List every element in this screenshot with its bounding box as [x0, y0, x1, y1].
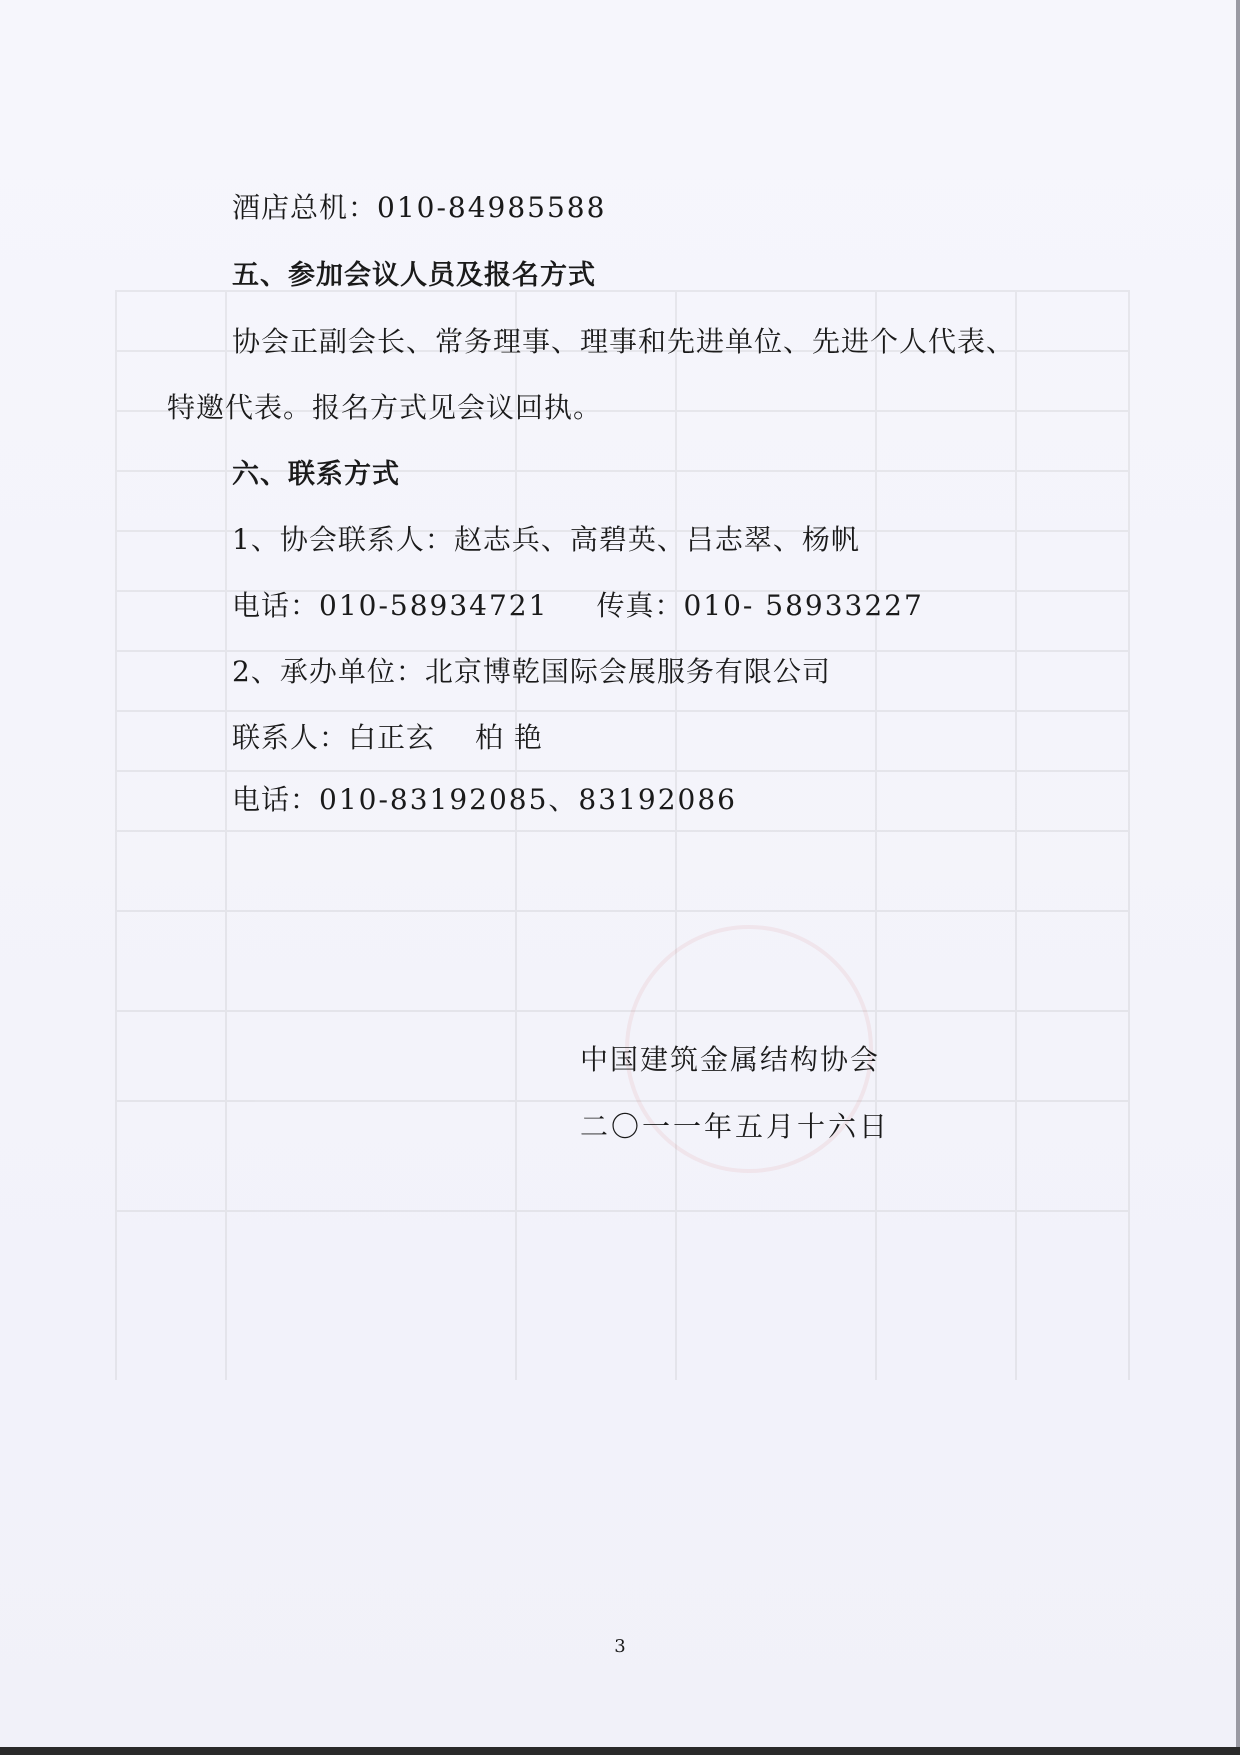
organizer-contact-label: 联系人：	[232, 721, 349, 754]
organizer-phone-label: 电话：	[232, 783, 320, 816]
organizer-phone-line	[232, 778, 737, 818]
signature-organization: 中国建筑金属结构协会	[580, 1043, 881, 1076]
section-heading-contact: 六、联系方式	[232, 459, 400, 490]
hotel-phone-line	[232, 186, 606, 226]
attendees-paragraph-line1: 协会正副会长、常务理事、理事和先进单位、先进个人代表、	[232, 325, 1016, 358]
association-phone-label: 电话：	[232, 589, 320, 622]
organizer-contact-person-1: 白正玄	[348, 721, 436, 754]
association-phone-number: 010-58934721	[319, 589, 549, 622]
contact-item-association: 1、协会联系人：赵志兵、高碧英、吕志翠、杨帆	[232, 523, 860, 556]
contact-item-organizer: 2、承办单位：北京博乾国际会展服务有限公司	[232, 655, 831, 688]
organizer-phone-numbers: 010-83192085、83192086	[319, 783, 737, 816]
scan-right-edge	[1236, 0, 1240, 1755]
association-phone-fax-line	[232, 584, 924, 624]
organizer-contact-person-2: 柏 艳	[475, 721, 543, 754]
organizer-contact-line	[232, 716, 543, 756]
signature-date: 二〇一一年五月十六日	[580, 1110, 891, 1143]
hotel-phone-number: 010-84985588	[377, 191, 607, 224]
page-number: 3	[614, 1636, 626, 1657]
hotel-phone-label: 酒店总机：	[232, 191, 378, 224]
section-heading-attendees: 五、参加会议人员及报名方式	[232, 260, 596, 291]
scan-bottom-edge	[0, 1747, 1240, 1755]
association-fax-label: 传真：	[596, 589, 684, 622]
attendees-paragraph-line2: 特邀代表。报名方式见会议回执。	[167, 391, 603, 424]
association-fax-number: 010- 58933227	[683, 589, 924, 622]
